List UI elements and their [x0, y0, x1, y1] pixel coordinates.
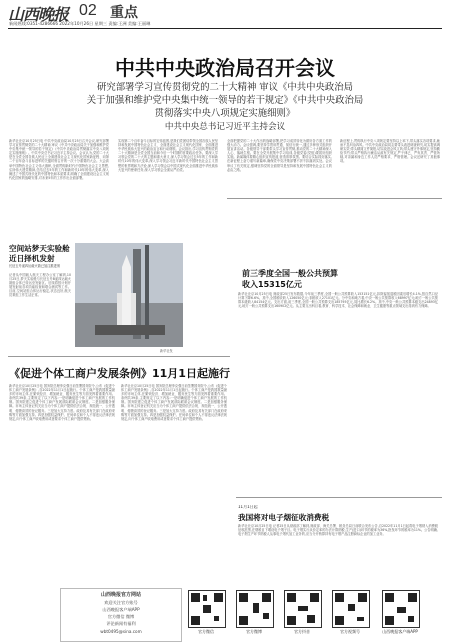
photo-story-body: 记者从中国载人航天工程办公室了解到,10月25日,梦天实验舱与长征五号B遥四运载火箭组合体已转运至发射区。后续将按计划开展发射前各项功能检查和联合测试等工作。目前,空间站组合体运行稳定,状态良好,航天员乘组工作生活正常。 [9, 273, 71, 298]
regulation-body-column: 新华社北京10月25日电 国务院总理李克强日前签署国务院令,公布《促进个体工商户发展条例》,自2022年11月1日起施行。个体工商户是我国数量最多的市场主体,在繁荣经济、增加就业、服务民生等方面发挥着重要作用。条例共39条,主要规定了以下内容:一是明确促进个体工商户发展的工作机制。国务院建立促进个体工商户发展部际联席会议制度。二是加强服务保障。市场主体登记机关应当为个体工商户提供依法合规、规范统一、公开透明、便捷高效的登记服务。三是加大支持力度。政府及其有关部门在政府采购等方面加强支持。四是加强权益保护。任何单位和个人不得违反法律法规规定,向个体工商户收取费用或者要求个体工商户提供赞助。 [9, 384, 115, 421]
lead-body-column: 新华社北京10月25日电 中共中央政治局10月25日召开会议,研究部署学习宣传贯彻党的二十大精神,审议《中共中央政治局关于加强和维护党中央集中统一领导的若干规定》《中共中央政治局贯彻落实中央八项规定实施细则》。中共中央总书记习近平主持会议。会议认为,党的二十大是在全党全国各族人民迈上全面建设社会主义现代化国家新征程、向第二个百年奋斗目标进军的关键时刻召开的一次十分重要的大会。大会高举中国特色社会主义伟大旗帜,全面贯彻新时代中国特色社会主义思想,弘扬伟大建党精神,总结过去5年的工作和新时代10年的伟大变革,深入阐述了中国式现代化的中国特色和本质要求,明确了全面建设社会主义现代化国家的战略安排,对未来5年的工作作出全面部署。 [9, 139, 109, 180]
consumer-date: 11月1日起 [238, 505, 258, 509]
qr-label: 官方微信 [198, 629, 214, 634]
consumer-rule [236, 497, 442, 498]
lead-headline: 中共中央政治局召开会议 [115, 56, 335, 80]
side-story-headline-1: 前三季度全国一般公共预算 [242, 269, 338, 278]
promo-line: 官方微信 微博 [107, 614, 135, 619]
footer-promo [0, 588, 450, 640]
section-title: 重点 [110, 5, 138, 21]
photo-story-headline-1: 空间站梦天实验舱 [9, 244, 70, 253]
lead-deck-line-4: 中共中央总书记习近平主持会议 [164, 122, 286, 132]
promo-line: 山西晚报客户端APP [102, 607, 140, 612]
regulation-body-column: 新华社北京10月25日电 国务院总理李克强日前签署国务院令,公布《促进个体工商户发展条例》,自2022年11月1日起施行。个体工商户是我国数量最多的市场主体,在繁荣经济、增加就业、服务民生等方面发挥着重要作用。条例共39条,主要规定了以下内容:一是明确促进个体工商户发展的工作机制。国务院建立促进个体工商户发展部际联席会议制度。二是加强服务保障。市场主体登记机关应当为个体工商户提供依法合规、规范统一、公开透明、便捷高效的登记服务。三是加大支持力度。政府及其有关部门在政府采购等方面加强支持。四是加强权益保护。任何单位和个人不得违反法律法规规定,向个体工商户收取费用或者要求个体工商户提供赞助。 [121, 384, 227, 421]
douyin-qr-code [284, 590, 322, 628]
regulation-rule [8, 356, 230, 357]
side-story-headline-2: 收入15315亿元 [242, 280, 302, 289]
lead-body-column: 新征程上,贯彻执行中央八项规定要坚持以上率下,带头落实各项要求,驰而不息纠治四风。中共中央政治局同志要带头改进调查研究,切实提高调研实效;带头精简文件简报,切实改进会风文风;带头遵守外事规定,坚持勤俭节约;带头严格执行廉洁从政有关规定,严于律己、严负其责、严管所辖,对亲属和身边工作人员严格要求、严格管理。会议还研究了其他事项。 [340, 139, 440, 164]
page-number: 02 [79, 2, 97, 19]
weibo-qr-code [236, 590, 274, 628]
photo-story-subhead: 长征五号遥四运载火箭已加注推进剂 [9, 264, 60, 268]
promo-line: 欢迎关注官方账号 [104, 600, 138, 605]
consumer-body: 新华社北京10月25日电 记者25日从财政部了解到,财政部、海关总署、税务总局日前联合发布公告,自2022年11月1日起将电子烟纳入消费税征收范围,在烟税目下增设电子烟子目。电子烟实行从价定率的办法计算纳税,生产(进口)环节的税率为36%,批发环节的税率为11%。公告明确,电子烟生产环节纳税人从事电子烟代加工业务的,应当分开核算持有电子烟产品注册商标企业的加工业务。 [238, 524, 438, 537]
promo-box [60, 588, 182, 642]
qr-label: 官方抖音 [294, 629, 310, 634]
masthead [0, 0, 450, 30]
photo-story-headline-2: 近日择机发射 [9, 254, 55, 263]
photo-credit: 新华社发 [160, 349, 173, 353]
qr-label: 官方视频号 [340, 629, 360, 634]
masthead-rule [8, 28, 442, 29]
video-channel-qr-code [332, 590, 370, 628]
lead-body-column: 实现第二个百年奋斗目标的宏伟蓝图,是我们党团结带领全国各族人民坚持和发展中国特色社会主义、全面建设社会主义现代化国家、全面推进中华民族伟大复兴的政治宣言和行动纲领。会议指出,学习宣传贯彻党的二十大精神是全党全国当前和今后一个时期的首要政治任务。要深入学习领会党的二十大的主题和重大意义,深入学习领会过去5年的工作和新时代10年的伟大变革,深入学习领会习近平新时代中国特色社会主义思想的世界观和方法论,深入学习领会以中国式现代化全面推进中华民族伟大复兴的使命任务,深入学习领会全面从严治党。 [118, 139, 218, 172]
qr-label: 山西晚报客户端APP [382, 629, 418, 634]
masthead-meta: 新闻热线:0351-4286666 2022年10月26日 星期三 责编:王洲 美编:王丽琳 [9, 21, 151, 26]
side-story-body: 新华社北京10月25日电 财政部25日发布数据,今年前三季度,全国一般公共预算收入153151亿元,扣除留抵退税因素后增长4.1%,按自然口径计算下降6.6%。其中,全国税收收入126050亿元;非税收入27101亿元。分中央和地方看,中央一般公共预算收入68997亿元;地方一般公共预算本级收入84154亿元。支出方面,前三季度,全国一般公共预算支出185795亿元,同比增长6.2%。其中,中央一般公共预算本级支出24893亿元,地方一般公共预算支出160902亿元。从主要支出科目看,教育、科学技术、社会保障和就业、卫生健康等重点领域支出得到有力保障。 [238, 292, 438, 309]
promo-email: wbt0495@sina.com [100, 629, 142, 634]
newspaper-logo: 山西晚报 [8, 5, 69, 24]
app-qr-code [382, 590, 420, 628]
lead-deck-line-2: 关于加强和维护党中央集中统一领导的若干规定》《中共中央政治局 [86, 95, 364, 106]
side-story-rule [227, 198, 442, 199]
rocket-launch-photo [75, 243, 183, 347]
lead-deck-line-1: 研究部署学习宣传贯彻党的二十大精神 审议《中共中央政治局 [96, 82, 354, 93]
lead-deck-line-3: 贯彻落实中央八项规定实施细则》 [154, 108, 296, 119]
wechat-qr-code [188, 590, 226, 628]
qr-label: 官方微博 [246, 629, 262, 634]
promo-line: 评论新闻有福利 [106, 621, 136, 626]
promo-brand: 山西晚报官方网站 [100, 592, 141, 598]
lead-body-column: 全面把握党的二十大作出的战略部署,把学习成效转化为做好各方面工作的强大动力。会议强调,要坚持学思用贯通、知信行统一,通过多种形式组织开展宣讲活动。各级领导干部要带头学习宣传贯彻,推动党的二十大精神深入人心、落地生根。要在全党开展集中学习培训,各级党委(党组)要抓好组织实施。新闻媒体要精心组织宣传报道,营造浓厚氛围。要结合实际抓好落实,在新征程上奋力谱写新篇章,确保党中央决策部署不折不扣落到实处。会议审议了有关规定,强调坚持党的全面领导是坚持和发展中国特色社会主义的必由之路。 [227, 139, 332, 172]
regulation-headline: 《促进个体工商户发展条例》11月1日起施行 [9, 367, 230, 380]
consumer-headline: 我国将对电子烟征收消费税 [238, 513, 330, 522]
